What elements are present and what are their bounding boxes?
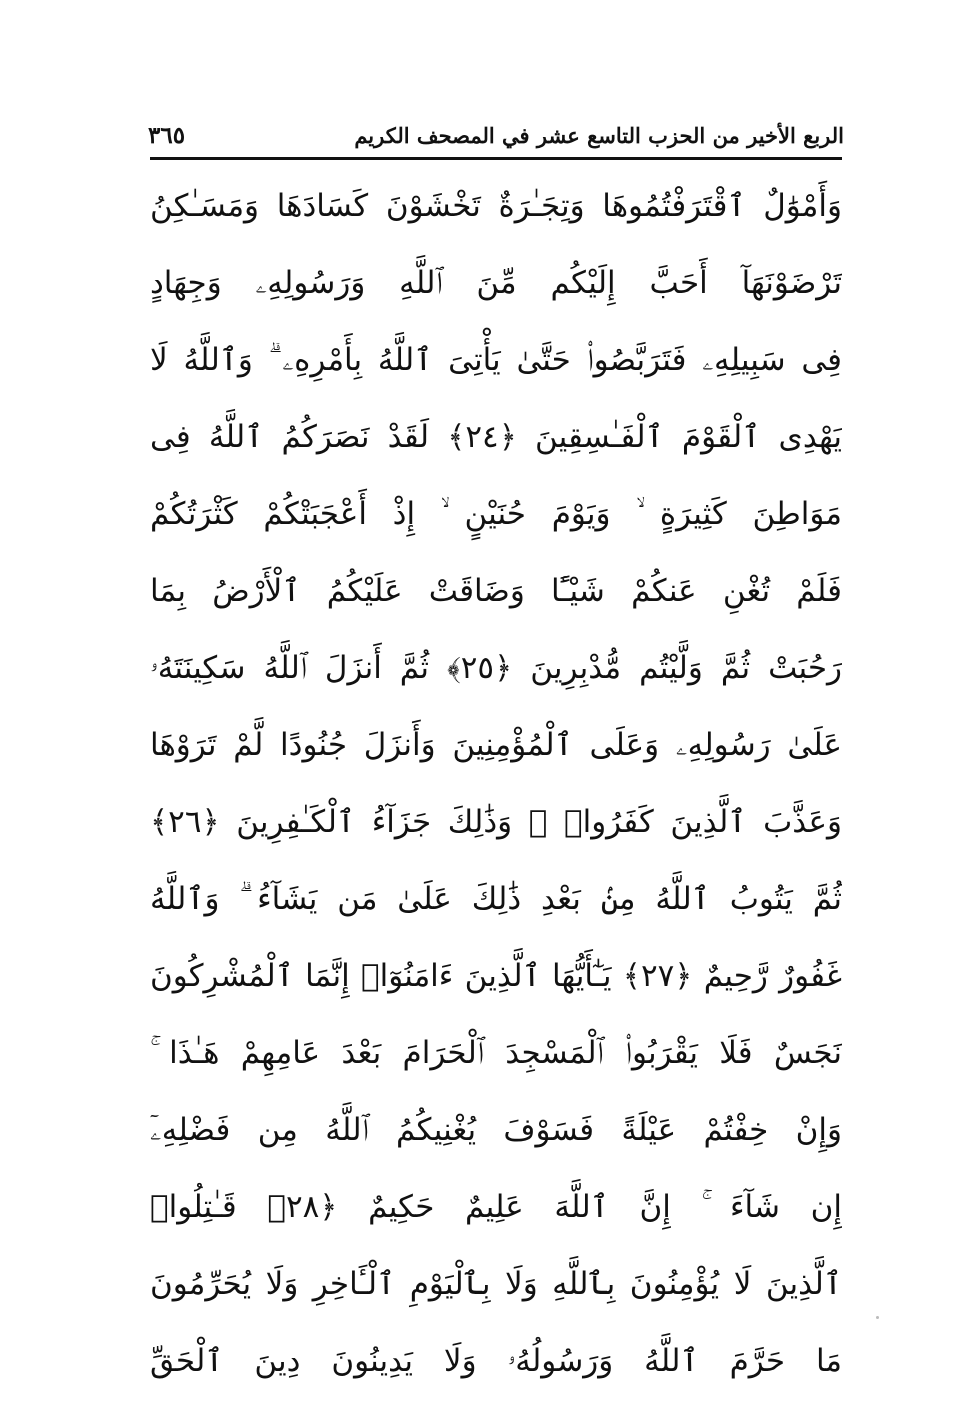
text-line: فِى سَبِيلِهِۦ فَتَرَبَّصُوا۟ حَتَّىٰ يَأْتِىَ ٱللَّهُ بِأَمْرِهِۦ ۗ وَٱللَّهُ لَا [150,342,842,378]
header-title: الربع الأخير من الحزب التاسع عشر في المصحف الكريم [354,123,844,148]
text-line: مَوَاطِنَ كَثِيرَةٍ ۙ وَيَوْمَ حُنَيْنٍ ۙ إِذْ أَعْجَبَتْكُمْ كَثْرَتُكُمْ [150,496,842,532]
text-line: ٱلَّذِينَ لَا يُؤْمِنُونَ بِٱللَّهِ وَلَا بِٱلْيَوْمِ ٱلْـَٔاخِرِ وَلَا يُحَرِّمُونَ [150,1266,842,1302]
text-line: وَإِنْ خِفْتُمْ عَيْلَةً فَسَوْفَ يُغْنِيكُمُ ٱللَّهُ مِن فَضْلِهِۦٓ [150,1112,842,1148]
page-number: ٣٦٥ [148,122,186,149]
text-line: يَهْدِى ٱلْقَوْمَ ٱلْفَـٰسِقِينَ ﴿٢٤﴾ لَقَدْ نَصَرَكُمُ ٱللَّهُ فِى [150,419,842,455]
text-line: عَلَىٰ رَسُولِهِۦ وَعَلَى ٱلْمُؤْمِنِينَ وَأَنزَلَ جُنُودًا لَّمْ تَرَوْهَا [150,727,842,763]
text-line: إِن شَآءَ ۚ إِنَّ ٱللَّهَ عَلِيمٌ حَكِيمٌ ﴿٢٨﴾ قَـٰتِلُوا۟ [150,1189,842,1225]
text-line: ثُمَّ يَتُوبُ ٱللَّهُ مِنۢ بَعْدِ ذَٰلِكَ عَلَىٰ مَن يَشَآءُ ۗ وَٱللَّهُ [150,881,842,917]
text-line: وَعَذَّبَ ٱلَّذِينَ كَفَرُوا۟ ۚ وَذَٰلِكَ جَزَآءُ ٱلْكَـٰفِرِينَ ﴿٢٦﴾ [150,804,842,840]
text-line: نَجَسٌ فَلَا يَقْرَبُوا۟ ٱلْمَسْجِدَ ٱلْحَرَامَ بَعْدَ عَامِهِمْ هَـٰذَا ۚ [150,1035,842,1071]
margin-dot [876,1316,879,1319]
header-divider [150,157,842,160]
text-line: وَأَمْوَٰلٌ ٱقْتَرَفْتُمُوهَا وَتِجَـٰرَةٌ تَخْشَوْنَ كَسَادَهَا وَمَسَـٰكِنُ [150,188,842,224]
page-header [148,118,844,158]
text-line: غَفُورٌ رَّحِيمٌ ﴿٢٧﴾ يَـٰٓأَيُّهَا ٱلَّذِينَ ءَامَنُوٓا۟ إِنَّمَا ٱلْمُشْرِكُونَ [150,958,842,994]
text-line: رَحُبَتْ ثُمَّ وَلَّيْتُم مُّدْبِرِينَ ﴿٢٥﴾ ثُمَّ أَنزَلَ ٱللَّهُ سَكِينَتَهُۥ [150,650,842,686]
text-line: تَرْضَوْنَهَآ أَحَبَّ إِلَيْكُم مِّنَ ٱللَّهِ وَرَسُولِهِۦ وَجِهَادٍ [150,265,842,301]
text-line: مَا حَرَّمَ ٱللَّهُ وَرَسُولُهُۥ وَلَا يَدِينُونَ دِينَ ٱلْحَقِّ [150,1343,842,1379]
quran-text-body [150,168,842,1400]
text-line: فَلَمْ تُغْنِ عَنكُمْ شَيْـًٔا وَضَاقَتْ عَلَيْكُمُ ٱلْأَرْضُ بِمَا [150,573,842,609]
